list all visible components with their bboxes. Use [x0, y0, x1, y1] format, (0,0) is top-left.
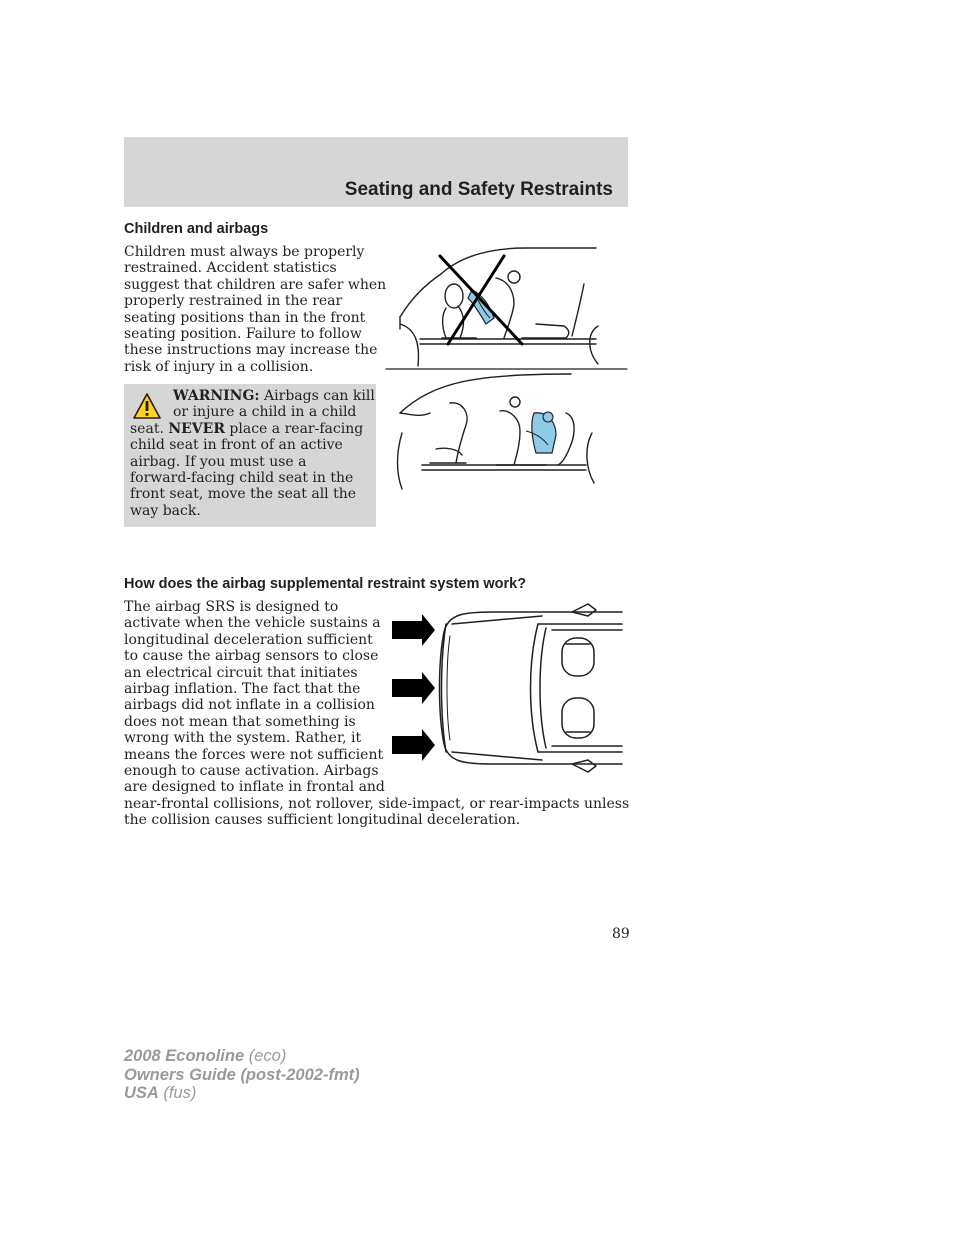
footer-line-3 [124, 1084, 360, 1103]
section-title: Seating and Safety Restraints [344, 179, 613, 200]
text-line: airbag inflation. The fact that the [124, 681, 361, 698]
illustration-frontal-impact-top-view [392, 602, 624, 774]
text-line: risk of injury in a collision. [124, 358, 314, 375]
text-line: seating positions than in the front [124, 309, 366, 326]
warning-line-2: or injure a child in a child [173, 404, 357, 421]
warning-line: forward-facing child seat in the [130, 470, 354, 487]
warning-line: airbag. If you must use a [130, 453, 307, 470]
warning-line: child seat in front of an active [130, 437, 343, 454]
footer-model: 2008 Econoline [124, 1047, 245, 1065]
document-footer [124, 1047, 360, 1103]
never-emphasis: NEVER [168, 420, 225, 437]
page-number: 89 [612, 926, 630, 942]
warning-label: WARNING: [173, 388, 260, 404]
warning-line [130, 421, 375, 437]
warning-text [130, 388, 375, 519]
text-line: to cause the airbag sensors to close [124, 648, 379, 665]
footer-market-code: (fus) [158, 1084, 197, 1102]
text-line: properly restrained in the rear [124, 293, 343, 310]
text-line: does not mean that something is [124, 713, 356, 730]
text-line: wrong with the system. Rather, it [124, 730, 362, 747]
text-line: means the forces were not sufficient [124, 746, 384, 763]
text-line: Children must always be properly [124, 244, 365, 260]
text-line: these instructions may increase the [124, 342, 378, 359]
text-line: suggest that children are safer when [124, 276, 387, 293]
warning-line-3-pre: seat. [130, 420, 169, 437]
illustration-child-seat-front-crossed [386, 244, 628, 372]
text-line: activate when the vehicle sustains a [124, 615, 381, 632]
text-line: enough to cause activation. Airbags [124, 763, 379, 780]
header-band [124, 137, 628, 207]
paragraph-children [124, 244, 386, 375]
illustration-child-seat-rear [396, 373, 602, 493]
arrow-right-icon [392, 729, 435, 761]
footer-model-code: (eco) [244, 1047, 287, 1065]
warning-box [124, 384, 376, 527]
text-line: restrained. Accident statistics [124, 260, 337, 277]
warning-line-3-post: place a rear-facing [224, 420, 364, 437]
text-line: airbags did not inflate in a collision [124, 697, 375, 714]
arrow-right-icon [392, 614, 435, 646]
warning-line: way back. [130, 502, 201, 519]
footer-guide: Owners Guide (post-2002-fmt) [124, 1065, 360, 1084]
heading-children-and-airbags: Children and airbags [124, 221, 269, 237]
footer-market: USA [124, 1084, 159, 1102]
text-line: seating position. Failure to follow [124, 326, 362, 343]
warning-line-1: Airbags can kill [259, 388, 375, 404]
arrow-right-icon [392, 672, 435, 704]
text-line: longitudinal deceleration sufficient [124, 631, 373, 648]
heading-airbag-srs: How does the airbag supplemental restraint system work? [124, 576, 527, 592]
text-line: The airbag SRS is designed to [124, 599, 339, 615]
text-line: near-frontal collisions, not rollover, side-impact, or rear-impacts unless [124, 795, 630, 812]
text-line: the collision causes sufficient longitudinal deceleration. [124, 812, 521, 829]
warning-line: front seat, move the seat all the [130, 486, 357, 503]
warning-line [130, 388, 375, 404]
footer-line-2 [124, 1066, 360, 1085]
footer-line-1 [124, 1047, 360, 1066]
text-line: an electrical circuit that initiates [124, 664, 358, 681]
text-line: are designed to inflate in frontal and [124, 779, 385, 796]
